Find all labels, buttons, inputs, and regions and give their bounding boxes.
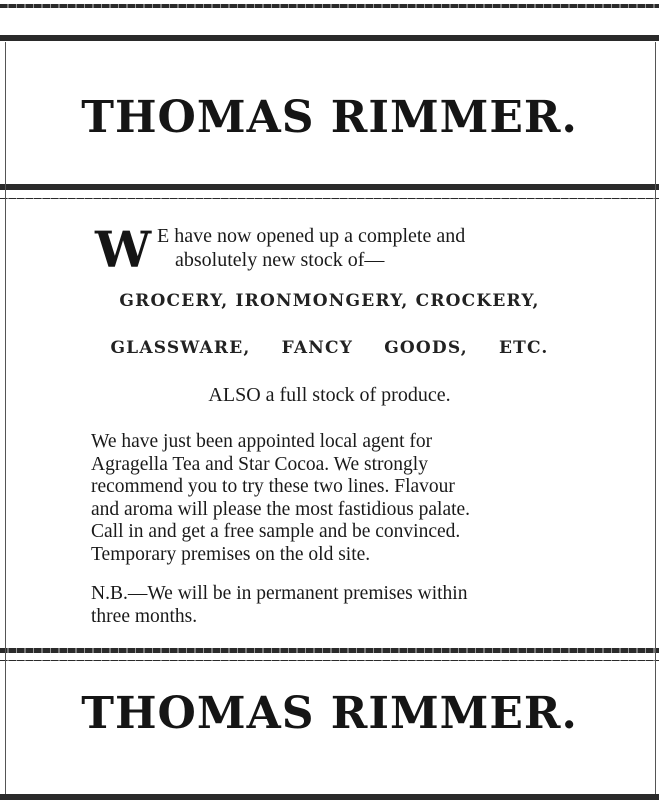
drop-cap: W [95,220,152,279]
right-border-rule [655,42,656,794]
agency-line-3: recommend you to try these two lines. Flavour [91,476,455,497]
upper-divider-hairline [0,198,659,199]
agency-line-2: Agragella Tea and Star Cocoa. We strongly [91,453,428,475]
lower-divider-rule [0,648,659,653]
intro-line-2: absolutely new stock of— [175,249,385,271]
notice-line-2: three months. [91,605,198,627]
notice-line-1: N.B.—We will be in permanent premises within [91,583,468,604]
agency-line-5: Call in and get a free sample and be convinced. [91,521,461,542]
agency-line-1: We have just been appointed local agent for [91,431,433,452]
top-edge-rule [0,4,659,8]
intro-line-1: E have now opened up a complete and [157,225,466,247]
goods-line-2: GLASSWARE, FANCY GOODS, ETC. [110,338,549,358]
lower-divider-hairline [0,660,659,661]
upper-divider-rule [0,184,659,190]
goods-line-1: GROCERY, IRONMONGERY, CROCKERY, [119,291,540,311]
bottom-rule [0,794,659,800]
notice-paragraph [91,583,591,628]
agency-line-6: Temporary premises on the old site. [91,543,371,565]
agency-paragraph [91,431,591,566]
agency-line-4: and aroma will please the most fastidious palate. [91,498,471,520]
heading-bottom: THOMAS RIMMER. [81,688,578,739]
left-border-rule [5,42,6,794]
top-rule [0,35,659,41]
produce-line: ALSO a full stock of produce. [208,384,451,406]
heading-top: THOMAS RIMMER. [81,92,578,143]
